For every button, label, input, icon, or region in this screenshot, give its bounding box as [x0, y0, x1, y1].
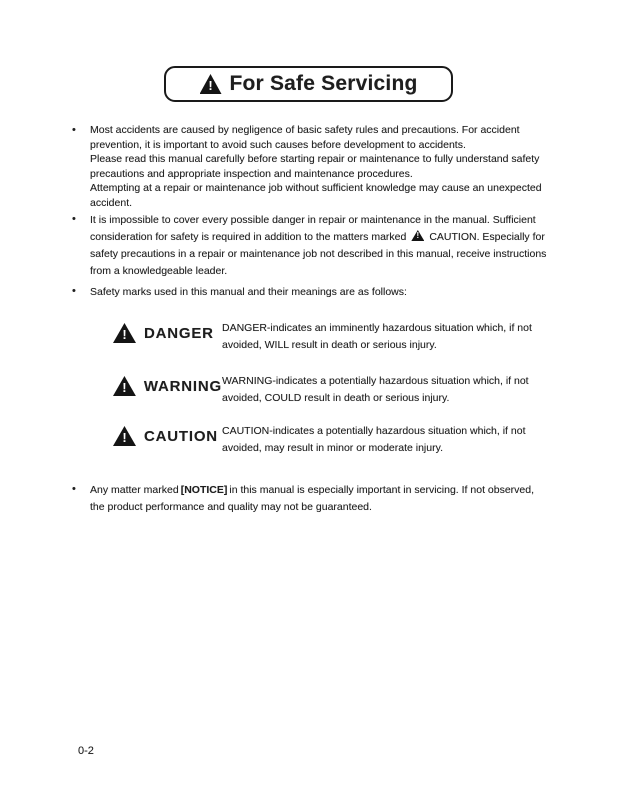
text-line: Most accidents are caused by negligence of basic safety rules and precautions. For accident — [90, 124, 520, 136]
text-line: accident. — [90, 196, 133, 209]
bullet-item-notice — [72, 482, 534, 516]
notice-keyword: [NOTICE] — [180, 484, 228, 496]
text-segment: consideration for safety is required in addition to the matters marked — [90, 231, 407, 243]
text-line — [90, 482, 534, 499]
warning-triangle-icon — [200, 74, 222, 94]
warning-description — [222, 371, 529, 407]
bullet-text — [90, 212, 546, 280]
text-line: prevention, it is important to avoid such causes before development to accidents. — [90, 138, 466, 151]
page-title-box — [164, 66, 453, 102]
text-line: Please read this manual carefully before starting repair or maintenance to fully understand safety — [90, 153, 540, 165]
bullet-text — [90, 123, 542, 210]
caution-label: CAUTION — [144, 427, 218, 445]
warning-heading — [113, 371, 222, 396]
text-segment: Any matter marked — [90, 484, 179, 496]
text-line: avoided, may result in minor or moderate injury. — [222, 442, 443, 454]
page-number: 0-2 — [78, 745, 94, 757]
text-line: DANGER-indicates an imminently hazardous situation which, if not — [222, 322, 532, 334]
caution-description — [222, 421, 525, 457]
bullet-text — [90, 284, 407, 301]
text-line: from a knowledgeable leader. — [90, 265, 228, 277]
caution-heading — [113, 421, 222, 446]
danger-description — [222, 318, 532, 354]
safety-mark-row-danger — [113, 318, 532, 354]
warning-triangle-icon — [113, 376, 136, 396]
bullet-marker-icon: • — [72, 483, 76, 495]
bullet-item-safety-marks — [72, 284, 407, 301]
safety-mark-row-caution — [113, 421, 525, 457]
text-segment: CAUTION. Especially for — [429, 231, 545, 243]
text-line: the product performance and quality may not be guaranteed. — [90, 501, 372, 513]
bullet-marker-icon: • — [72, 213, 76, 225]
safety-mark-row-warning — [113, 371, 529, 407]
warning-triangle-icon — [113, 323, 136, 343]
warning-triangle-icon — [411, 230, 424, 241]
text-line: avoided, COULD result in death or serious injury. — [222, 392, 450, 404]
bullet-marker-icon: • — [72, 285, 76, 297]
bullet-text — [90, 482, 534, 516]
bullet-item-coverage — [72, 212, 546, 280]
text-line: safety precautions in a repair or maintenance job not described in this manual, receive instructions — [90, 248, 547, 260]
danger-heading — [113, 318, 222, 343]
text-line: precautions and appropriate inspection and maintenance procedures. — [90, 167, 413, 180]
text-line: CAUTION-indicates a potentially hazardous situation which, if not — [222, 425, 526, 437]
warning-triangle-icon — [113, 426, 136, 446]
text-line: Attempting at a repair or maintenance job without sufficient knowledge may cause an unexpected — [90, 182, 542, 194]
bullet-item-accidents — [72, 123, 542, 210]
text-line: It is impossible to cover every possible danger in repair or maintenance in the manual. Sufficient — [90, 214, 536, 226]
text-line: WARNING-indicates a potentially hazardous situation which, if not — [222, 375, 529, 387]
bullet-marker-icon: • — [72, 124, 76, 136]
text-line — [90, 229, 546, 246]
text-segment: in this manual is especially important in servicing. If not observed, — [229, 484, 535, 496]
warning-label: WARNING — [143, 377, 222, 395]
text-line: avoided, WILL result in death or serious injury. — [222, 339, 437, 351]
danger-label: DANGER — [144, 324, 214, 342]
page-title: For Safe Servicing — [229, 72, 418, 95]
text-line: Safety marks used in this manual and their meanings are as follows: — [90, 286, 407, 298]
